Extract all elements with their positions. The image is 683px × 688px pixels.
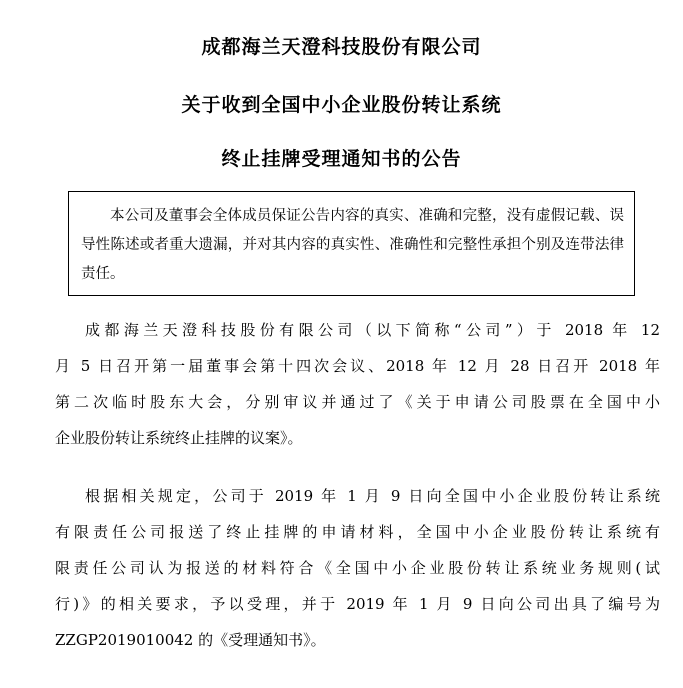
paragraph2-line1: 根据相关规定，公司于 2019 年 1 月 9 日向全国中小企业股份转让系统 — [85, 487, 660, 505]
paragraph2-line3: 限责任公司认为报送的材料符合《全国中小企业股份转让系统业务规则(试 — [55, 559, 660, 577]
company-title: 成都海兰天澄科技股份有限公司 — [201, 36, 482, 58]
paragraph-acceptance-notice — [55, 478, 660, 658]
disclaimer-text-line3: 别及连带法律责任。 — [81, 237, 625, 282]
paragraph2-line5: ZZGP2019010042 的《受理通知书》。 — [55, 631, 326, 649]
paragraph1-line4: 企业股份转让系统终止挂牌的议案》。 — [55, 429, 303, 447]
paragraph1-line2: 月 5 日召开第一届董事会第十四次会议、2018 年 12 月 28 日召开 2018 年 — [55, 357, 660, 375]
paragraph-meeting-resolution — [55, 312, 660, 456]
subject-title-line2: 终止挂牌受理通知书的公告 — [221, 148, 462, 170]
paragraph1-line3: 第二次临时股东大会，分别审议并通过了《关于申请公司股票在全国中小 — [55, 393, 660, 411]
disclaimer-box — [68, 191, 635, 296]
disclaimer-text-line2: 载、误导性陈述或者重大遗漏，并对其内容的真实性、准确性和完整性承担个 — [81, 208, 625, 253]
paragraph1-line1: 成都海兰天澄科技股份有限公司（以下简称“公司”）于 2018 年 12 — [85, 321, 660, 339]
paragraph2-line4: 行)》的相关要求，予以受理，并于 2019 年 1 月 9 日向公司出具了编号为 — [55, 595, 660, 613]
disclaimer-text-line1: 本公司及董事会全体成员保证公告内容的真实、准确和完整，没有虚假记 — [110, 208, 581, 224]
paragraph2-line2: 有限责任公司报送了终止挂牌的申请材料，全国中小企业股份转让系统有 — [55, 523, 660, 541]
subject-title-line1: 关于收到全国中小企业股份转让系统 — [181, 94, 502, 116]
